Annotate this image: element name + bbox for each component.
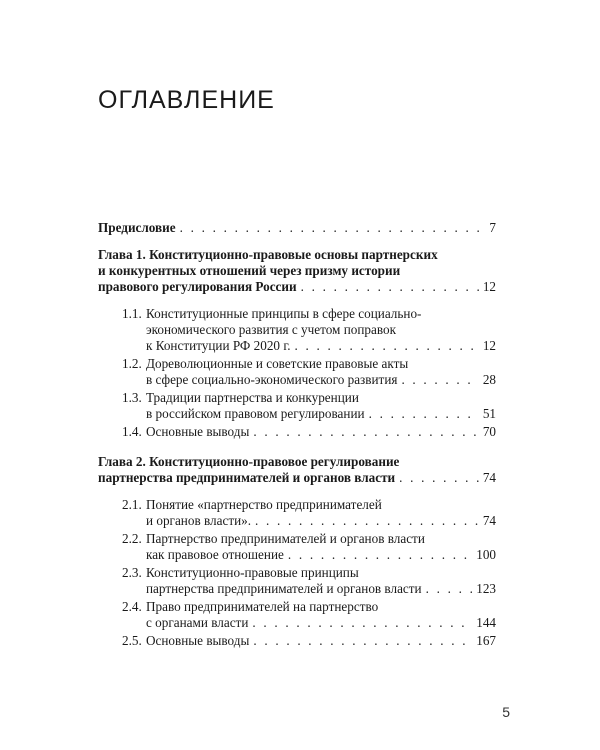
leader-dots (401, 372, 478, 388)
leader-dots (252, 615, 472, 631)
toc-page-number: 28 (482, 372, 496, 387)
toc-entry-title-line: Глава 2. Конституционно-правовое регулирование (98, 454, 400, 469)
toc-entry-section-1-2[interactable] (98, 356, 496, 388)
toc-page-number: 12 (482, 279, 496, 294)
toc-entry-preface[interactable] (98, 220, 496, 236)
toc-entry-section-2-3[interactable] (98, 565, 496, 597)
toc-entry-line (146, 424, 496, 440)
leader-dots (255, 513, 479, 529)
toc-page-number: 74 (482, 513, 496, 528)
toc-entry-line (146, 513, 496, 529)
toc-entry-title-line: Право предпринимателей на партнерство (146, 599, 379, 614)
toc-page-number: 167 (476, 633, 496, 648)
toc-entry-section-1-4[interactable] (98, 424, 496, 440)
toc-page-number: 74 (482, 470, 496, 485)
toc-entry-title: правового регулирования России (98, 279, 297, 294)
toc-entry-line (146, 633, 496, 649)
toc-page-number: 70 (482, 424, 496, 439)
leader-dots (369, 406, 479, 422)
toc-entry-title: в сфере социально-экономического развития (146, 372, 398, 387)
leader-dots (180, 220, 486, 236)
toc-entry-title: Предисловие (98, 220, 176, 235)
toc-entry-title: с органами власти (146, 615, 249, 630)
toc-entry-title-line: Дореволюционные и советские правовые акты (146, 356, 409, 371)
toc-entry-title: в российском правовом регулировании (146, 406, 365, 421)
page-title: ОГЛАВЛЕНИЕ (98, 86, 275, 114)
toc-page-number: 144 (476, 615, 496, 630)
leader-dots (288, 547, 472, 563)
toc-entry-title: партнерства предпринимателей и органов власти (98, 470, 396, 485)
toc-entry-title-line: Партнерство предпринимателей и органов власти (146, 531, 425, 546)
toc-entry-title-line: Традиции партнерства и конкуренции (146, 390, 359, 405)
toc-entry-section-1-1[interactable] (98, 306, 496, 354)
toc-entry-title-line: Конституционные принципы в сфере социально- (146, 306, 422, 321)
toc-entry-title-line: Понятие «партнерство предпринимателей (146, 497, 382, 512)
toc-entry-line (98, 279, 496, 295)
toc-page-number: 7 (489, 220, 496, 235)
toc-entry-line (98, 220, 496, 236)
toc-page-number: 12 (482, 338, 496, 353)
leader-dots (253, 424, 478, 440)
toc-entry-section-2-5[interactable] (98, 633, 496, 649)
leader-dots (253, 633, 472, 649)
toc-entry-chapter-1[interactable] (98, 247, 496, 295)
section-number: 2.5. (122, 633, 142, 648)
toc-page-number: 100 (476, 547, 496, 562)
toc-entry-chapter-2[interactable] (98, 454, 496, 486)
toc-entry-line (146, 615, 496, 631)
toc-entry-title-line: Глава 1. Конституционно-правовые основы партнерских (98, 247, 438, 262)
toc-entry-line (146, 372, 496, 388)
section-number: 2.3. (122, 565, 142, 580)
toc-entry-line (146, 581, 496, 597)
toc-entry-line (146, 338, 496, 354)
toc-entry-section-2-2[interactable] (98, 531, 496, 563)
toc-entry-section-2-4[interactable] (98, 599, 496, 631)
section-number: 1.4. (122, 424, 142, 439)
toc-entry-line (146, 547, 496, 563)
leader-dots (426, 581, 473, 597)
toc-entry-line (146, 406, 496, 422)
section-number: 1.1. (122, 306, 142, 321)
toc-entry-title: как правовое отношение (146, 547, 284, 562)
leader-dots (295, 338, 479, 354)
toc-entry-title: Основные выводы (146, 633, 250, 648)
table-of-contents (98, 220, 496, 651)
toc-entry-title-line: и конкурентных отношений через призму истории (98, 263, 401, 278)
toc-entry-title-line: экономического развития с учетом поправок (146, 322, 396, 337)
toc-entry-title-line: Конституционно-правовые принципы (146, 565, 359, 580)
toc-entry-section-2-1[interactable] (98, 497, 496, 529)
toc-entry-title: Основные выводы (146, 424, 250, 439)
toc-entry-title: к Конституции РФ 2020 г. (146, 338, 291, 353)
leader-dots (301, 279, 479, 295)
section-number: 2.1. (122, 497, 142, 512)
toc-entry-section-1-3[interactable] (98, 390, 496, 422)
section-number: 2.2. (122, 531, 142, 546)
section-number: 1.2. (122, 356, 142, 371)
toc-page-number: 123 (476, 581, 496, 596)
section-number: 2.4. (122, 599, 142, 614)
toc-entry-title: и органов власти». (146, 513, 252, 528)
page-number: 5 (502, 704, 510, 720)
leader-dots (399, 470, 479, 486)
toc-entry-title: партнерства предпринимателей и органов власти (146, 581, 422, 596)
toc-entry-line (98, 470, 496, 486)
section-number: 1.3. (122, 390, 142, 405)
toc-page-number: 51 (482, 406, 496, 421)
